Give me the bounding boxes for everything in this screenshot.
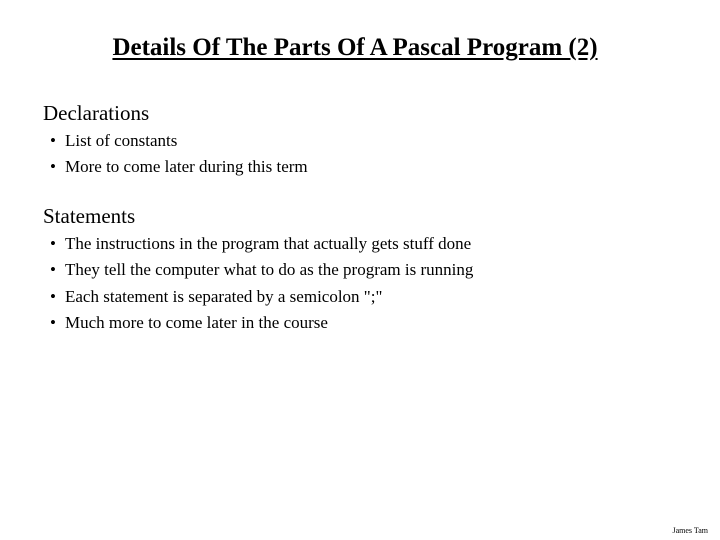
bullet-icon: • (50, 286, 56, 306)
list-item (50, 257, 473, 283)
section-heading-declarations: Declarations (43, 101, 150, 125)
footer-author: James Tam (672, 526, 708, 535)
section-heading-statements: Statements (43, 204, 136, 228)
list-item (50, 128, 308, 154)
slide-title: Details Of The Parts Of A Pascal Program (2) (112, 34, 598, 61)
bullet-text: Each statement is separated by a semicolon ";" (65, 286, 383, 306)
bullet-icon: • (50, 234, 56, 253)
bullet-text: More to come later during this term (65, 157, 308, 177)
bullet-icon: • (50, 260, 56, 280)
bullet-text: The instructions in the program that actually gets stuff done (65, 234, 472, 253)
list-item (50, 231, 473, 257)
bullet-icon: • (50, 131, 56, 150)
list-item (50, 154, 308, 180)
bullet-icon: • (50, 157, 56, 177)
bullet-list-declarations (50, 128, 308, 181)
bullet-icon: • (50, 312, 56, 332)
list-item (50, 310, 473, 336)
bullet-text: List of constants (65, 131, 178, 150)
bullet-list-statements (50, 231, 473, 336)
list-item (50, 284, 473, 310)
bullet-text: Much more to come later in the course (65, 312, 328, 332)
bullet-text: They tell the computer what to do as the program is running (65, 260, 474, 280)
